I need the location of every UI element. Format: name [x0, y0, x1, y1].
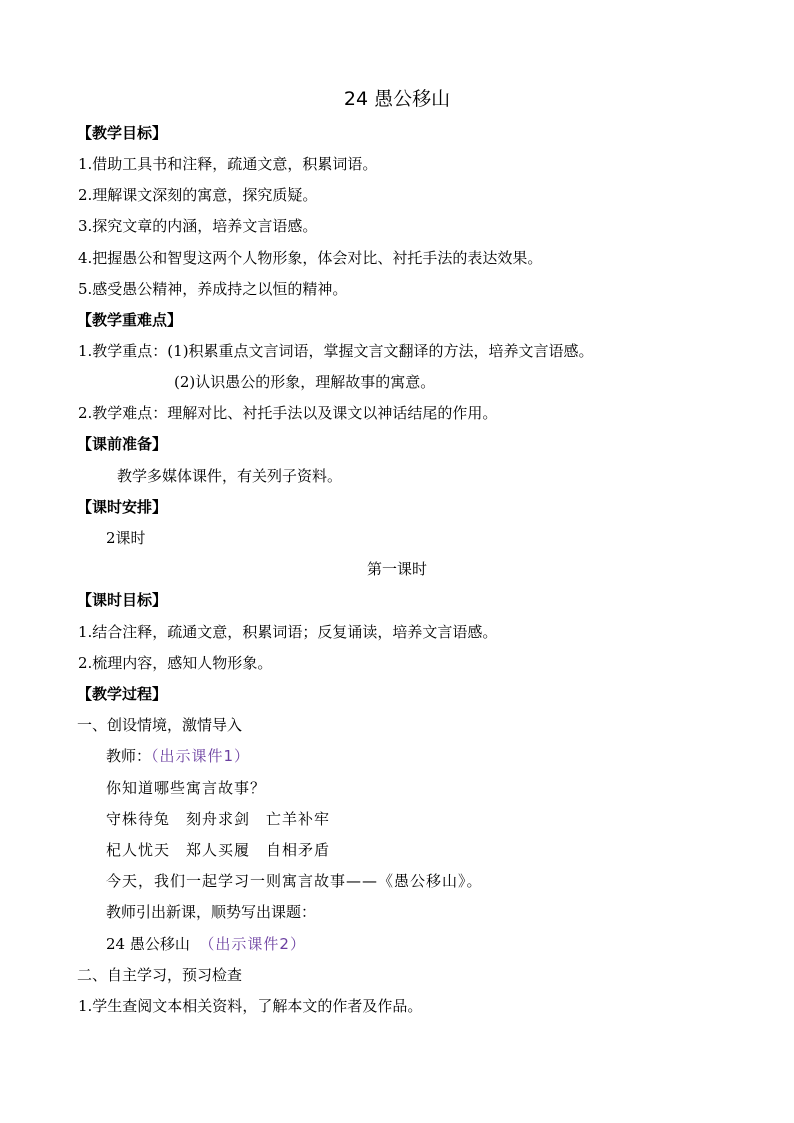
question-text: 你知道哪些寓言故事？: [106, 779, 267, 797]
lesson-topic: 24 愚公移山: [106, 935, 190, 953]
prep-heading: 【课前准备】: [77, 435, 168, 453]
objective-1: 1.借助工具书和注释，疏通文意，积累词语。: [78, 155, 378, 173]
intro-text: 教师引出新课，顺势写出课题：: [106, 903, 317, 921]
fables-row-1: 守株待兔 刻舟求剑 亡羊补牢: [106, 810, 331, 828]
objective-5: 5.感受愚公精神，养成持之以恒的精神。: [78, 280, 348, 298]
step1-heading: 一、创设情境，激情导入: [77, 716, 243, 734]
teacher-label: 教师：: [106, 747, 152, 765]
objectives-heading: 【教学目标】: [77, 124, 168, 142]
objective-3: 3.探究文章的内涵，培养文言语感。: [78, 217, 318, 235]
keypoint-focus: 1.教学重点：(1)积累重点文言词语，掌握文言文翻译的方法，培养文言语感。: [78, 342, 594, 360]
fables-row-2: 杞人忧天 郑人买履 自相矛盾: [106, 841, 331, 859]
lesson-topic-line: [106, 934, 306, 954]
keypoint-focus-2: (2)认识愚公的形象，理解故事的寓意。: [174, 373, 436, 391]
today-text: 今天，我们一起学习一则寓言故事——《愚公移山》。: [106, 872, 483, 890]
objective-2: 2.理解课文深刻的寓意，探究质疑。: [78, 186, 318, 204]
schedule-heading: 【课时安排】: [77, 498, 168, 516]
lesson-goals-heading: 【课时目标】: [77, 591, 168, 609]
step2-heading: 二、自主学习，预习检查: [77, 966, 243, 984]
prep-text: 教学多媒体课件，有关列子资料。: [117, 467, 343, 485]
keypoint-difficulty: 2.教学难点：理解对比、衬托手法以及课文以神话结尾的作用。: [78, 404, 498, 422]
courseware-2-tag: （出示课件2）: [199, 935, 306, 953]
objective-4: 4.把握愚公和智叟这两个人物形象，体会对比、衬托手法的表达效果。: [78, 249, 543, 267]
lesson-title: 第一课时: [366, 560, 427, 578]
step2-item-1: 1.学生查阅文本相关资料，了解本文的作者及作品。: [78, 997, 423, 1015]
courseware-1-tag: （出示课件1）: [151, 747, 251, 765]
lesson-goal-1: 1.结合注释，疏通文意，积累词语；反复诵读，培养文言语感。: [78, 623, 498, 641]
lesson-goal-2: 2.梳理内容，感知人物形象。: [78, 654, 273, 672]
document-title: 24 愚公移山: [343, 88, 451, 110]
keypoints-heading: 【教学重难点】: [77, 311, 183, 329]
schedule-text: 2课时: [106, 529, 146, 547]
teacher-line: [106, 746, 250, 766]
process-heading: 【教学过程】: [77, 685, 168, 703]
